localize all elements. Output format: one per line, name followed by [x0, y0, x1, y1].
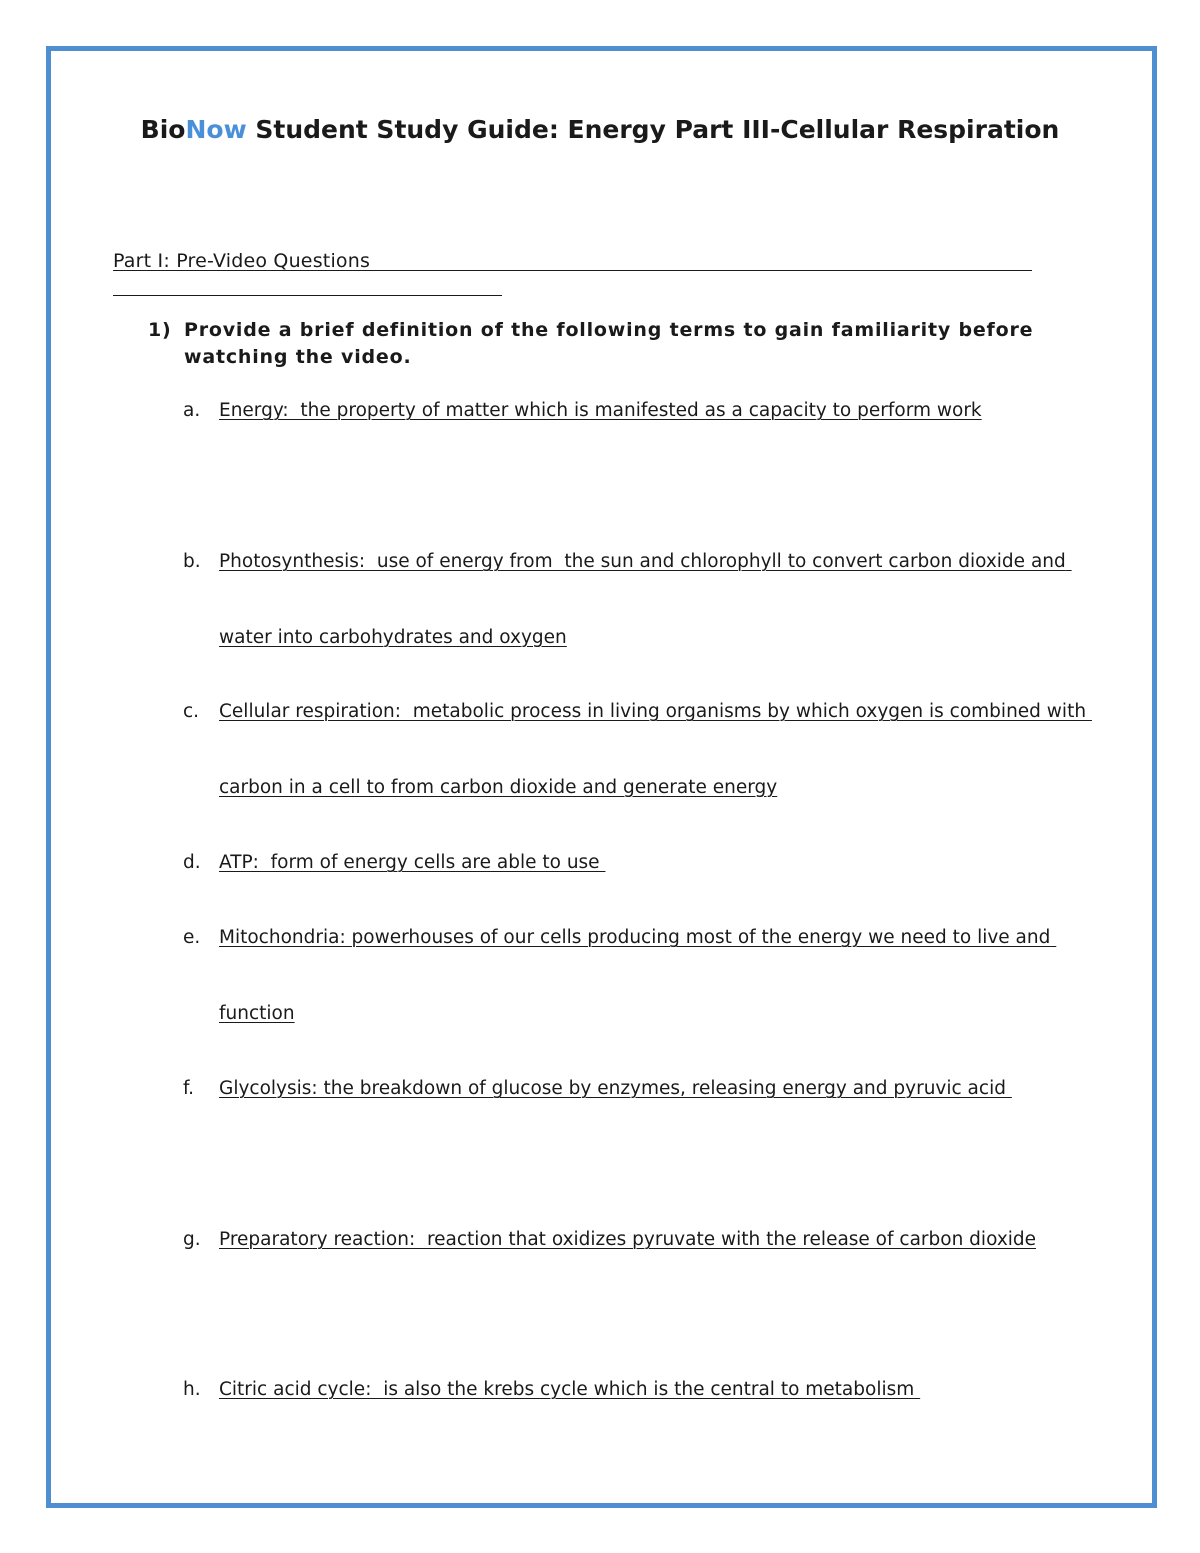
list-item-mitochondria — [183, 900, 1103, 1051]
list-item-letter: b. — [183, 551, 201, 572]
list-item-glycolysis — [183, 1051, 1103, 1127]
answer-text-preparatory-reaction: Preparatory reaction: reaction that oxidizes pyruvate with the release of carbon dioxide — [219, 1229, 1037, 1250]
list-item-energy — [183, 373, 1103, 449]
list-item-letter: f. — [183, 1078, 195, 1099]
answer-text-atp: ATP: form of energy cells are able to use — [219, 852, 606, 873]
answer-text-citric-acid-cycle: Citric acid cycle: is also the krebs cycle which is the central to metabolism — [219, 1379, 921, 1400]
answer-text-energy: Energy: the property of matter which is manifested as a capacity to perform work — [219, 400, 982, 421]
list-item-atp — [183, 825, 1103, 901]
section-heading: Part I: Pre-Video Questions — [113, 250, 371, 272]
answer-text-photosynthesis: Photosynthesis: use of energy from the sun and chlorophyll to convert carbon dioxide and water into carbohydrates and oxygen — [219, 551, 1072, 648]
list-item-letter: d. — [183, 852, 201, 873]
title-brand-prefix: Bio — [140, 115, 186, 144]
list-item-photosynthesis — [183, 524, 1103, 675]
page-title — [100, 112, 1100, 147]
list-item-citric-acid-cycle — [183, 1352, 1103, 1428]
list-item-letter: g. — [183, 1229, 201, 1250]
list-item-cellular-respiration — [183, 674, 1103, 825]
list-item-preparatory-reaction — [183, 1202, 1103, 1278]
list-item-letter: c. — [183, 701, 200, 722]
answer-text-glycolysis: Glycolysis: the breakdown of glucose by enzymes, releasing energy and pyruvic acid — [219, 1078, 1012, 1099]
answer-text-mitochondria: Mitochondria: powerhouses of our cells producing most of the energy we need to live and function — [219, 927, 1057, 1024]
title-brand-accent: Now — [185, 115, 247, 144]
question-number: 1) — [148, 319, 172, 341]
list-item-letter: e. — [183, 927, 201, 948]
list-item-letter: a. — [183, 400, 201, 421]
question-1 — [148, 317, 1098, 371]
question-text: Provide a brief definition of the following terms to gain familiarity before watching the video. — [184, 319, 1034, 368]
section-heading-underline-continued — [113, 295, 502, 296]
answer-text-cellular-respiration: Cellular respiration: metabolic process in living organisms by which oxygen is combined with carbon in a cell to from carbon dioxide and generate energy — [219, 701, 1092, 798]
list-item-letter: h. — [183, 1379, 201, 1400]
section-heading-underline — [113, 270, 1032, 271]
title-text: Student Study Guide: Energy Part III-Cellular Respiration — [246, 115, 1060, 144]
